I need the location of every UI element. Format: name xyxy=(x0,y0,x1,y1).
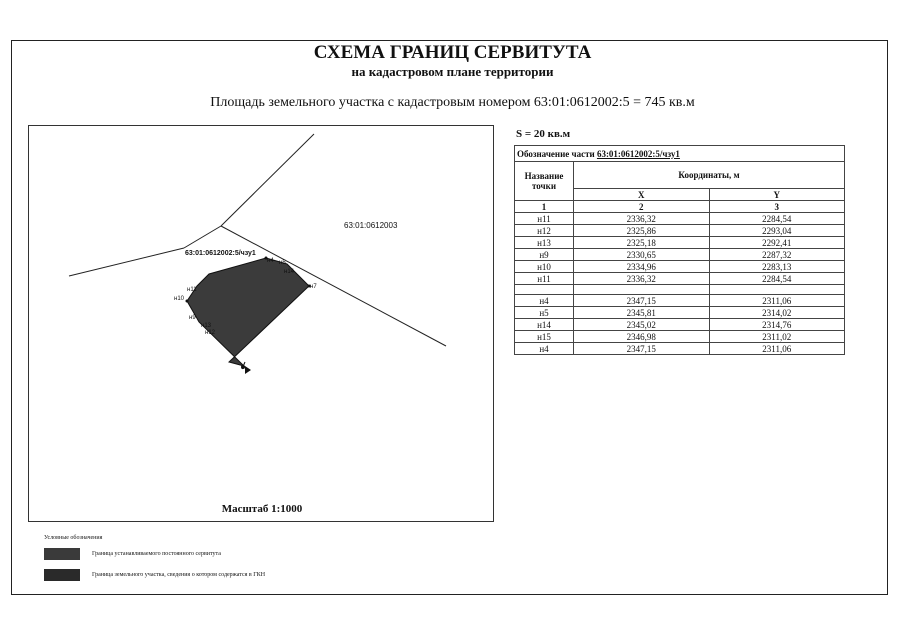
table-cell-x: 2334,96 xyxy=(574,261,710,273)
point-label: н9 xyxy=(189,315,196,321)
table-cell-name: н13 xyxy=(515,237,574,249)
table-cell-name: н4 xyxy=(515,343,574,355)
table-cell-name: н4 xyxy=(515,295,574,307)
table-cell-x: 2325,86 xyxy=(574,225,710,237)
vertex-point xyxy=(241,365,245,369)
point-label: н10 xyxy=(174,296,184,302)
table-cell-x xyxy=(574,285,710,295)
table-row xyxy=(515,295,845,307)
col-num: 2 xyxy=(574,201,710,213)
area-statement: Площадь земельного участка с кадастровым номером 63:01:0612002:5 = 745 кв.м xyxy=(210,95,695,110)
legend-text-servitude: Граница устанавливаемого постоянного сервитута xyxy=(92,551,221,557)
table-cell-name xyxy=(515,285,574,295)
part-caption-cell xyxy=(515,146,845,162)
servitude-area: S = 20 кв.м xyxy=(516,128,571,140)
table-row xyxy=(515,261,845,273)
map-scale: Масштаб 1:1000 xyxy=(221,503,303,515)
legend-swatch-servitude xyxy=(44,548,80,560)
table-cell-x: 2347,15 xyxy=(574,295,710,307)
coordinates-table xyxy=(514,145,845,355)
table-row xyxy=(515,225,845,237)
table-cell-x: 2325,18 xyxy=(574,237,710,249)
table-cell-name: н15 xyxy=(515,331,574,343)
col-name-header: Название точки xyxy=(515,162,574,201)
table-row xyxy=(515,213,845,225)
table-cell-x: 2345,81 xyxy=(574,307,710,319)
table-cell-name: н5 xyxy=(515,307,574,319)
col-coords-header: Координаты, м xyxy=(574,162,845,189)
table-row xyxy=(515,343,845,355)
table-row xyxy=(515,331,845,343)
boundary-line xyxy=(69,248,184,276)
cadastral-map xyxy=(28,125,494,522)
table-cell-y: 2287,32 xyxy=(709,249,845,261)
table-row xyxy=(515,249,845,261)
table-cell-y: 2314,02 xyxy=(709,307,845,319)
table-cell-x: 2336,32 xyxy=(574,213,710,225)
col-y-header: Y xyxy=(709,189,845,201)
col-x-header: X xyxy=(574,189,710,201)
table-cell-y: 2314,76 xyxy=(709,319,845,331)
table-cell-y: 2292,41 xyxy=(709,237,845,249)
map-drawing xyxy=(29,126,494,522)
part-caption: Обозначение части xyxy=(517,148,595,159)
page-subtitle: на кадастровом плане территории xyxy=(351,64,554,79)
table-cell-name: н10 xyxy=(515,261,574,273)
parcel-vertex-mark xyxy=(245,366,251,374)
table-cell-y: 2284,54 xyxy=(709,213,845,225)
table-cell-y: 2311,06 xyxy=(709,343,845,355)
table-cell-y xyxy=(709,285,845,295)
legend-title: Условные обозначения xyxy=(44,535,103,541)
table-cell-name: н12 xyxy=(515,225,574,237)
point-label: н5 xyxy=(279,260,286,266)
col-num: 1 xyxy=(515,201,574,213)
table-cell-name: н11 xyxy=(515,273,574,285)
table-row xyxy=(515,237,845,249)
table-cell-name: н14 xyxy=(515,319,574,331)
point-label: н14 xyxy=(284,269,294,275)
boundary-line xyxy=(184,226,221,248)
table-cell-x: 2347,15 xyxy=(574,343,710,355)
table-row xyxy=(515,285,845,295)
table-cell-y: 2283,13 xyxy=(709,261,845,273)
table-cell-y: 2293,04 xyxy=(709,225,845,237)
legend-text-parcel: Граница земельного участка, сведения о котором содержатся в ГКН xyxy=(92,572,266,578)
neighbor-parcel-label: 63:01:0612003 xyxy=(344,221,398,230)
table-cell-y: 2284,54 xyxy=(709,273,845,285)
table-cell-x: 2346,98 xyxy=(574,331,710,343)
col-num: 3 xyxy=(709,201,845,213)
table-cell-x: 2336,32 xyxy=(574,273,710,285)
table-cell-x: 2330,65 xyxy=(574,249,710,261)
boundary-line xyxy=(221,134,314,226)
page-title: СХЕМА ГРАНИЦ СЕРВИТУТА xyxy=(313,42,592,63)
legend-swatch-parcel xyxy=(44,569,80,581)
table-cell-x: 2345,02 xyxy=(574,319,710,331)
servitude-part-label: 63:01:0612002:5/чзу1 xyxy=(185,250,256,257)
table-cell-name: н9 xyxy=(515,249,574,261)
table-row xyxy=(515,273,845,285)
table-row xyxy=(515,307,845,319)
point-label: н12 xyxy=(205,330,215,336)
point-label: н13 xyxy=(201,323,211,329)
table-cell-y: 2311,06 xyxy=(709,295,845,307)
part-number: 63:01:0612002:5/чзу1 xyxy=(596,148,680,159)
point-label: н7 xyxy=(310,284,317,290)
table-cell-y: 2311,02 xyxy=(709,331,845,343)
vertex-point xyxy=(186,300,189,303)
table-cell-name: н11 xyxy=(515,213,574,225)
point-label: н11 xyxy=(187,287,197,293)
coordinates-body xyxy=(515,213,845,355)
point-label: н4 xyxy=(267,258,274,264)
table-row xyxy=(515,319,845,331)
